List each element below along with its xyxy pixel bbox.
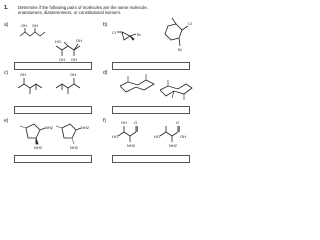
part-c-atom-label: OH: [20, 72, 26, 77]
part-f-atom-label: HO: [112, 134, 118, 139]
part-b-label: b): [103, 22, 108, 28]
part-c-atom-label: OH: [70, 72, 76, 77]
part-e-atom-label: NH2: [81, 125, 90, 130]
part-f-molecules: [112, 114, 196, 152]
part-d-molecules: [112, 68, 196, 104]
part-d-label: d): [103, 70, 108, 76]
part-e-atom-label: NH2: [45, 125, 54, 130]
part-c-molecules: [14, 68, 94, 98]
part-a-atom-label: OH: [76, 38, 82, 43]
answer-box-f[interactable]: [112, 155, 190, 163]
part-e-molecules: [14, 116, 94, 152]
part-a-label: a): [4, 22, 9, 28]
answer-box-a[interactable]: [14, 62, 92, 70]
part-a-molecules: [14, 22, 94, 64]
part-f-atom-label: O: [134, 120, 138, 125]
part-f-atom-label: OH: [180, 134, 186, 139]
part-a-atom-label: OH: [59, 57, 65, 62]
part-f-atom-label: NH2: [127, 143, 136, 148]
part-b-atom-label: Br: [178, 47, 182, 52]
part-c-label: c): [4, 70, 9, 76]
part-a-atom-label: OH: [21, 23, 27, 28]
question-instructions: Determine if the following pairs of molecules are the same molecule, enantiomers, diastereomers, or constitutional isomers.: [18, 5, 148, 16]
part-f-label: f): [103, 118, 107, 124]
part-f-atom-label: NH2: [169, 143, 178, 148]
part-f-atom-label: OH: [121, 120, 127, 125]
part-e-label: e): [4, 118, 9, 124]
answer-box-c[interactable]: [14, 106, 92, 114]
question-number: 1.: [4, 5, 9, 11]
part-b-molecules: [112, 18, 196, 62]
part-f-atom-label: O: [176, 120, 180, 125]
part-e-atom-label: NH2: [34, 145, 43, 150]
part-f-atom-label: HO: [154, 134, 160, 139]
answer-box-e[interactable]: [14, 155, 92, 163]
part-a-atom-label: OH: [32, 23, 38, 28]
part-b-atom-label: Cl: [112, 30, 116, 35]
part-b-atom-label: Cl: [188, 21, 192, 26]
part-a-atom-label: HO: [55, 39, 61, 44]
part-e-atom-label: NH2: [70, 145, 79, 150]
part-b-atom-label: Br: [137, 32, 141, 37]
answer-box-b[interactable]: [112, 62, 190, 70]
answer-box-d[interactable]: [112, 106, 190, 114]
part-a-atom-label: OH: [71, 57, 77, 62]
